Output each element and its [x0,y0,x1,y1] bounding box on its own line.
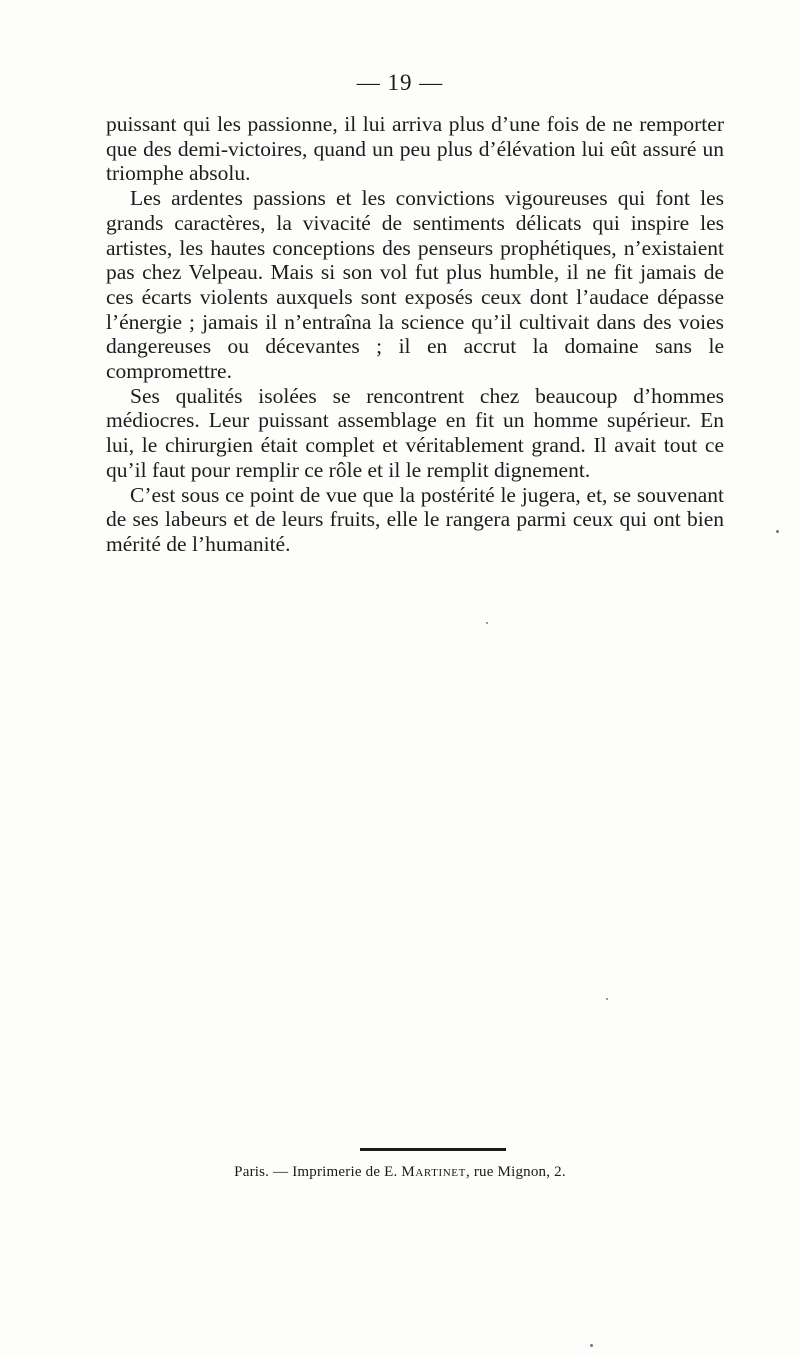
footer-rule [360,1148,506,1151]
printer-imprint [0,1164,800,1181]
paper-speck [776,530,779,533]
body-text [106,112,724,557]
paper-speck [590,1344,593,1347]
paper-speck [486,622,488,624]
paragraph-3: Ses qualités isolées se rencontrent chez beaucoup d’hommes médiocres. Leur puissant assemblage en fit un homme supérieur. En lui, le chirurgien était complet et véritablement grand. Il avait tout ce qu’il faut pour remplir ce rôle et il le remplit dignement. [106,383,724,482]
imprint-prefix: Paris. — Imprimerie de E. [234,1164,402,1180]
imprint-suffix: , rue Mignon, 2. [465,1164,566,1180]
imprint-printer-name: Martinet [401,1164,466,1180]
page-number: — 19 — [356,70,444,95]
paragraph-4: C’est sous ce point de vue que la postérité le jugera, et, se souvenant de ses labeurs et de leurs fruits, elle le rangera parmi ceux qui ont bien mérité de l’humanité. [106,482,724,556]
paper-speck [606,998,608,1000]
paragraph-1: puissant qui les passionne, il lui arriva plus d’une fois de ne remporter que des demi-victoires, quand un peu plus d’élévation lui eût assuré un triomphe absolu. [106,112,724,186]
paragraph-2: Les ardentes passions et les convictions vigoureuses qui font les grands caractères, la vivacité de sentiments délicats qui inspire les artistes, les hautes conceptions des penseurs prophétiques, n’existaient pas chez Velpeau. Mais si son vol fut plus humble, il ne fit jamais de ces écarts violents auxquels sont exposés ceux dont l’audace dépasse l’énergie ; jamais il n’entraîna la science qu’il cultivait dans des voies dangereuses ou décevantes ; il en accrut la domaine sans le compromettre. [106,186,724,384]
